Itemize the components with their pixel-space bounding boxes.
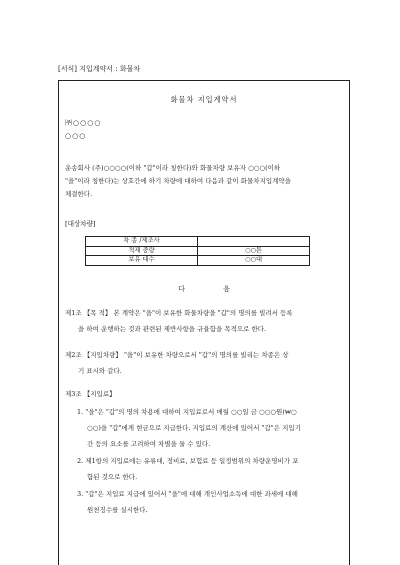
clause-2 — [77, 453, 345, 485]
form-label: [서식] 지입계약서 : 화물차 — [58, 65, 141, 73]
clause-3 — [77, 486, 345, 518]
article-3-heading — [65, 386, 347, 402]
party-b: ○○○ — [65, 132, 87, 140]
intro-line: 운송회사 (주)○○○○(이하 "갑"이라 칭한다)와 화물차량 보유자 ○○○(이하 — [65, 164, 281, 172]
table-cell — [198, 237, 310, 247]
clause-1 — [77, 404, 345, 452]
intro-line: "을"이라 칭한다)는 상호간에 하기 차량에 대하여 다음과 같이 화물차지입계약을 — [65, 177, 291, 185]
article-line: 제2조 【지입차량】 "을"이 보유한 차량으로서 "갑"의 명의를 빌리는 차종은 상 — [65, 351, 289, 359]
clause-line: 간 등의 요소를 고려하여 차별을 둘 수 있다. — [87, 440, 211, 448]
article-line: 제3조 【지입료】 — [65, 390, 116, 398]
clause-line: ○○)을 "갑"에게 현금으로 지급한다. 지입료의 계산에 있어서 "갑"은 지입기 — [87, 424, 301, 432]
table-cell: 적재 중량 — [86, 246, 198, 256]
table-row — [86, 237, 310, 247]
table-row — [86, 256, 310, 266]
document-title: 화물차 지입계약서 — [170, 95, 238, 104]
vehicle-table — [85, 236, 310, 266]
party-a: ㈜○○○○ — [65, 119, 102, 127]
table-cell: 보유 대수 — [86, 256, 198, 266]
clause-line: 2. 제1항의 지입료에는 유류대, 정비료, 보험료 등 일정범위의 차량운영비가 포 — [77, 457, 299, 465]
target-vehicle-label: [대상차량] — [65, 220, 96, 228]
table-row — [86, 246, 310, 256]
clause-line: 원천징수를 실시한다. — [87, 506, 148, 514]
article-line: 을 하여 운행하는 것과 관련된 제반사항을 규율함을 목적으로 한다. — [78, 325, 267, 333]
clause-line: 1. "을"은 "갑"의 명의 차용에 대하여 지입료로서 매월 ○○일 금 ○○○원(₩○ — [77, 408, 297, 416]
table-cell: 차 종 /제조사 — [86, 237, 198, 247]
table-cell: ○○톤 — [198, 246, 310, 256]
da-eum-heading: 다 음 — [178, 285, 248, 293]
table-cell: ○○대 — [198, 256, 310, 266]
article-line: 기 표시와 같다. — [78, 367, 122, 375]
contract-frame — [58, 80, 350, 565]
intro-paragraph — [65, 162, 347, 201]
article-2 — [65, 347, 347, 379]
intro-line: 체결한다. — [65, 190, 93, 198]
clause-line: 함된 것으로 한다. — [87, 473, 138, 481]
article-1 — [65, 305, 347, 337]
clause-line: 3. "갑"은 지입료 지급에 있어서 "을"에 대해 개인사업소득에 대한 과세에 대해 — [77, 490, 298, 498]
article-line: 제1조 【목 적】 본 계약은 "을"이 보유한 화물차량을 "갑"의 명의를 빌려서 등록 — [65, 309, 293, 317]
